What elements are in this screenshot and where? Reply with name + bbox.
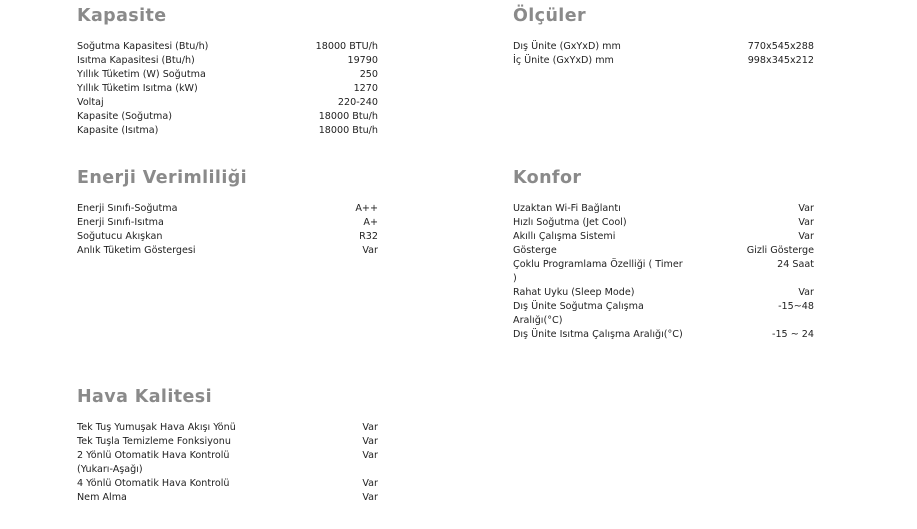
spec-row bbox=[77, 421, 378, 435]
konfor-rows bbox=[513, 202, 814, 342]
olculer-rows bbox=[513, 40, 814, 68]
spec-value: Var bbox=[362, 478, 378, 489]
olculer-heading: Ölçüler bbox=[513, 6, 587, 26]
hava-section bbox=[77, 386, 378, 505]
kapasite-section bbox=[77, 5, 378, 138]
spec-row bbox=[513, 244, 814, 258]
spec-value: 770x545x288 bbox=[747, 41, 814, 52]
konfor-heading: Konfor bbox=[513, 168, 582, 188]
spec-label: Gösterge bbox=[513, 245, 557, 256]
spec-label: Hızlı Soğutma (Jet Cool) bbox=[513, 217, 627, 228]
spec-value: -15~48 bbox=[778, 301, 814, 312]
spec-value: 18000 Btu/h bbox=[318, 111, 378, 122]
kapasite-heading: Kapasite bbox=[77, 6, 167, 26]
spec-label: Dış Ünite Isıtma Çalışma Aralığı(°C) bbox=[513, 329, 683, 340]
spec-value: Var bbox=[362, 450, 378, 461]
spec-label: Soğutucu Akışkan bbox=[77, 231, 163, 242]
hava-heading: Hava Kalitesi bbox=[77, 387, 212, 407]
spec-value: Var bbox=[362, 422, 378, 433]
spec-label: Yıllık Tüketim (W) Soğutma bbox=[77, 69, 206, 80]
spec-label: Rahat Uyku (Sleep Mode) bbox=[513, 287, 635, 298]
spec-value: A++ bbox=[355, 203, 378, 214]
spec-label: Dış Ünite Soğutma Çalışma Aralığı(°C) bbox=[513, 301, 644, 326]
spec-row bbox=[77, 202, 378, 216]
spec-row bbox=[513, 216, 814, 230]
spec-value: 24 Saat bbox=[777, 259, 814, 270]
spec-label: Isıtma Kapasitesi (Btu/h) bbox=[77, 55, 195, 66]
spec-row bbox=[513, 286, 814, 300]
kapasite-rows bbox=[77, 40, 378, 138]
spec-row bbox=[77, 216, 378, 230]
spec-row bbox=[513, 40, 814, 54]
spec-row bbox=[77, 435, 378, 449]
spec-row bbox=[77, 124, 378, 138]
spec-value: Var bbox=[798, 287, 814, 298]
spec-value: Var bbox=[798, 203, 814, 214]
spec-value: Var bbox=[362, 245, 378, 256]
enerji-section bbox=[77, 167, 378, 258]
spec-label: Uzaktan Wi-Fi Bağlantı bbox=[513, 203, 621, 214]
spec-label: Kapasite (Isıtma) bbox=[77, 125, 159, 136]
spec-row bbox=[77, 230, 378, 244]
spec-label: Anlık Tüketim Göstergesi bbox=[77, 245, 196, 256]
spec-value: 18000 BTU/h bbox=[315, 41, 378, 52]
spec-label: Dış Ünite (GxYxD) mm bbox=[513, 41, 621, 52]
spec-value: Var bbox=[362, 492, 378, 503]
spec-row bbox=[513, 230, 814, 244]
enerji-rows bbox=[77, 202, 378, 258]
spec-label: Enerji Sınıfı-Isıtma bbox=[77, 217, 164, 228]
spec-row bbox=[513, 258, 814, 286]
spec-value: -15 ~ 24 bbox=[771, 329, 814, 340]
spec-label: Tek Tuşla Temizleme Fonksiyonu bbox=[77, 436, 231, 447]
spec-label: 2 Yönlü Otomatik Hava Kontrolü (Yukarı-Aşağı) bbox=[77, 450, 230, 475]
spec-row bbox=[513, 328, 814, 342]
spec-value: Var bbox=[362, 436, 378, 447]
spec-label: Voltaj bbox=[77, 97, 104, 108]
spec-row bbox=[513, 300, 814, 328]
spec-value: Var bbox=[798, 231, 814, 242]
spec-label: Çoklu Programlama Özelliği ( Timer ) bbox=[513, 259, 683, 284]
spec-value: 1270 bbox=[353, 83, 378, 94]
spec-label: Enerji Sınıfı-Soğutma bbox=[77, 203, 178, 214]
spec-row bbox=[77, 96, 378, 110]
konfor-section bbox=[513, 167, 814, 342]
spec-row bbox=[77, 40, 378, 54]
spec-row bbox=[77, 491, 378, 505]
spec-label: Yıllık Tüketim Isıtma (kW) bbox=[77, 83, 198, 94]
spec-row bbox=[77, 82, 378, 96]
spec-label: Kapasite (Soğutma) bbox=[77, 111, 172, 122]
spec-value: 220-240 bbox=[337, 97, 378, 108]
spec-label: İç Ünite (GxYxD) mm bbox=[513, 55, 614, 66]
spec-row bbox=[77, 477, 378, 491]
spec-value: R32 bbox=[359, 231, 378, 242]
spec-row bbox=[77, 449, 378, 477]
spec-value: Var bbox=[798, 217, 814, 228]
spec-label: 4 Yönlü Otomatik Hava Kontrolü bbox=[77, 478, 230, 489]
spec-value: 19790 bbox=[347, 55, 378, 66]
spec-value: Gizli Gösterge bbox=[746, 245, 814, 256]
spec-value: 998x345x212 bbox=[747, 55, 814, 66]
hava-rows bbox=[77, 421, 378, 505]
spec-label: Nem Alma bbox=[77, 492, 127, 503]
spec-label: Soğutma Kapasitesi (Btu/h) bbox=[77, 41, 209, 52]
spec-row bbox=[77, 54, 378, 68]
olculer-section bbox=[513, 5, 814, 68]
spec-value: 250 bbox=[359, 69, 378, 80]
spec-label: Akıllı Çalışma Sistemi bbox=[513, 231, 616, 242]
spec-row bbox=[513, 54, 814, 68]
spec-row bbox=[77, 110, 378, 124]
spec-label: Tek Tuş Yumuşak Hava Akışı Yönü bbox=[77, 422, 236, 433]
spec-row bbox=[513, 202, 814, 216]
spec-value: A+ bbox=[363, 217, 378, 228]
spec-row bbox=[77, 68, 378, 82]
enerji-heading: Enerji Verimliliği bbox=[77, 168, 248, 188]
spec-row bbox=[77, 244, 378, 258]
spec-value: 18000 Btu/h bbox=[318, 125, 378, 136]
